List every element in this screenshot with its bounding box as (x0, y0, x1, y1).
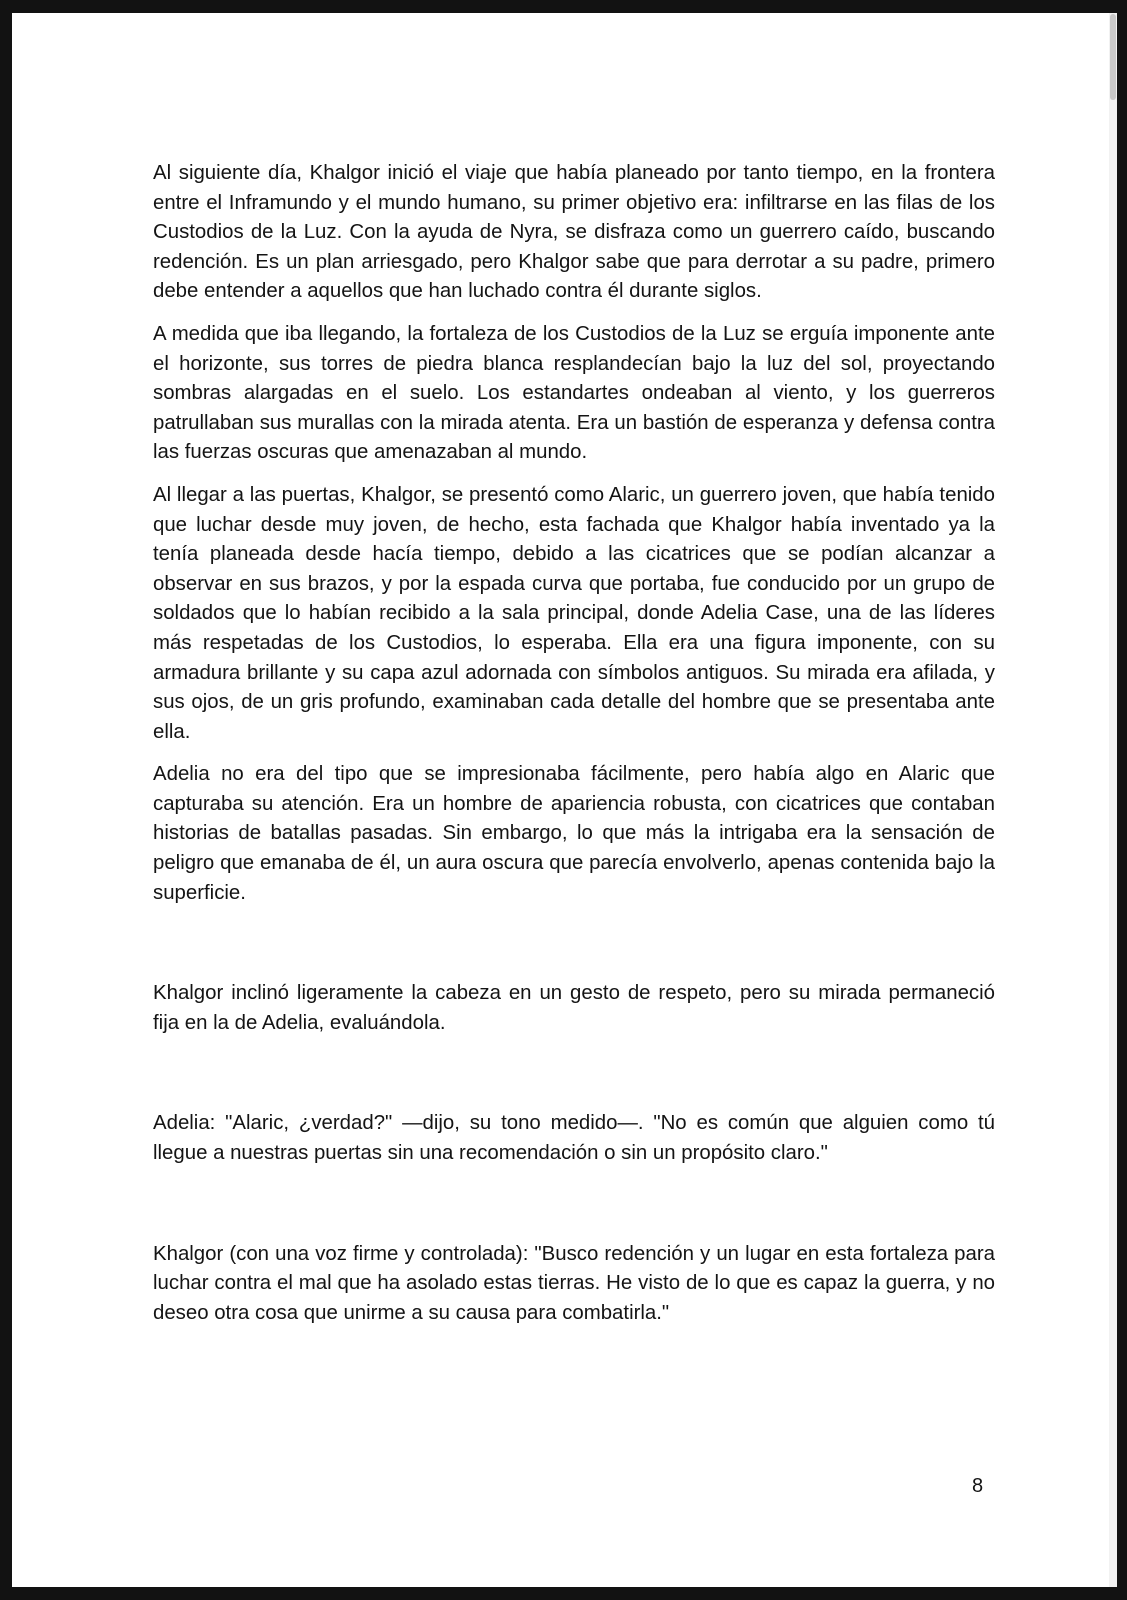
scrollbar-thumb[interactable] (1110, 14, 1116, 100)
document-page (12, 13, 1112, 1587)
paragraph-1: Al siguiente día, Khalgor inició el viaje que había planeado por tanto tiempo, en la frontera entre el Inframundo y el mundo humano, su primer objetivo era: infiltrarse en las filas de los Custodios de la Luz. Con la ayuda de Nyra, se disfraza como un guerrero caído, buscando redención. Es un plan arriesgado, pero Khalgor sabe que para derrotar a su padre, primero debe entender a aquellos que han luchado contra él durante siglos. (153, 162, 995, 303)
vertical-scrollbar[interactable] (1109, 13, 1117, 1587)
paragraph-2: A medida que iba llegando, la fortaleza de los Custodios de la Luz se erguía imponente ante el horizonte, sus torres de piedra blanca resplandecían bajo la luz del sol, proyectando sombras alargadas en el suelo. Los estandartes ondeaban al viento, y los guerreros patrullaban sus murallas con la mirada atenta. Era un bastión de esperanza y defensa contra las fuerzas oscuras que amenazaban al mundo. (153, 322, 995, 464)
paragraph-4: Adelia no era del tipo que se impresionaba fácilmente, pero había algo en Alaric que capturaba su atención. Era un hombre de apariencia robusta, con cicatrices que contaban historias de batallas pasadas. Sin embargo, lo que más la intrigaba era la sensación de peligro que emanaba de él, un aura oscura que parecía envolverlo, apenas contenida bajo la superficie. (153, 763, 995, 904)
paragraph-3: Al llegar a las puertas, Khalgor, se presentó como Alaric, un guerrero joven, que había tenido que luchar desde muy joven, de hecho, esta fachada que Khalgor había inventado ya la tenía planeada desde hacía tiempo, debido a las cicatrices que se podían alcanzar a observar en sus brazos, y por la espada curva que portaba, fue conducido por un grupo de soldados que lo habían recibido a la sala principal, donde Adelia Case, una de las líderes más respetadas de los Custodios, lo esperaba. Ella era una figura imponente, con su armadura brillante y su capa azul adornada con símbolos antiguos. Su mirada era afilada, y sus ojos, de un gris profundo, examinaban cada detalle del hombre que se presentaba ante ella. (153, 483, 995, 743)
paragraph-6-dialogue: Adelia: "Alaric, ¿verdad?" —dijo, su tono medido—. "No es común que alguien como tú llegue a nuestras puertas sin una recomendación o sin un propósito claro." (153, 1112, 995, 1165)
page-body (153, 159, 995, 1328)
paragraph-5: Khalgor inclinó ligeramente la cabeza en un gesto de respeto, pero su mirada permaneció fija en la de Adelia, evaluándola. (153, 982, 995, 1034)
page-number: 8 (972, 1475, 984, 1497)
paragraph-7-dialogue: Khalgor (con una voz firme y controlada): "Busco redención y un lugar en esta fortaleza para luchar contra el mal que ha asolado estas tierras. He visto de lo que es capaz la guerra, y no deseo otra cosa que unirme a su causa para combatirla." (153, 1242, 995, 1324)
